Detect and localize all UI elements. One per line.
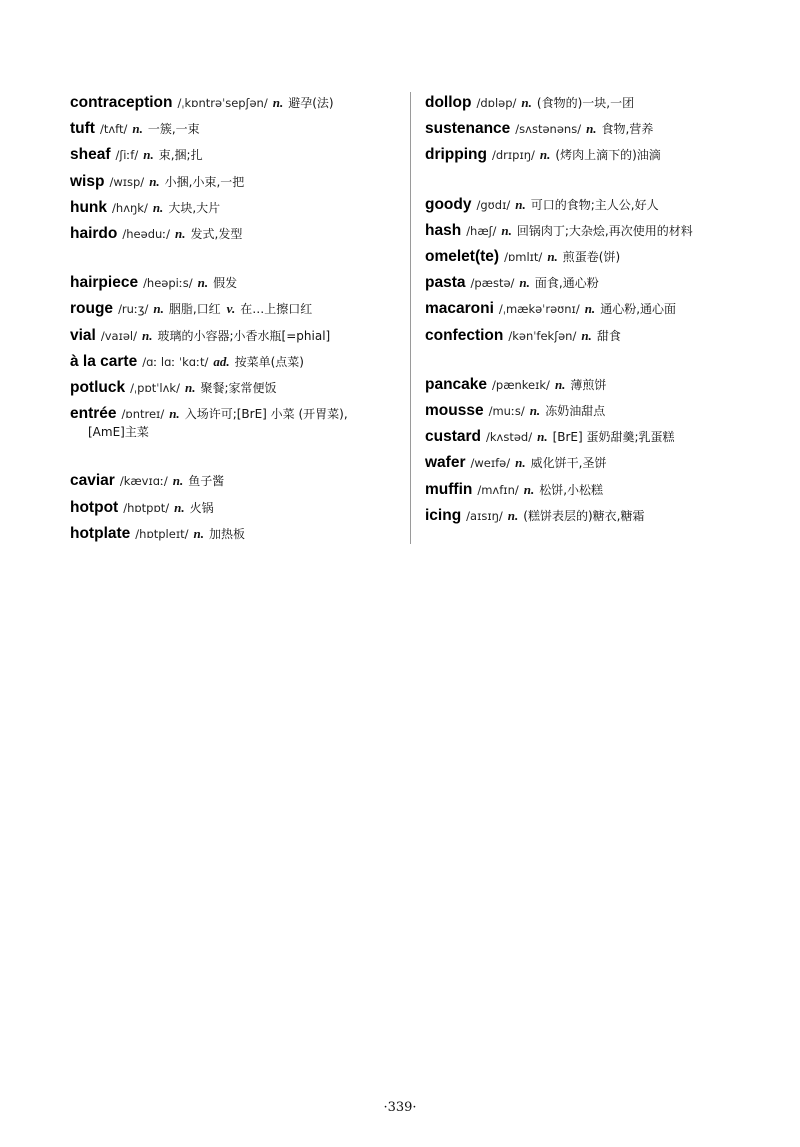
headword: entrée: [70, 405, 117, 423]
part-of-speech: n.: [175, 226, 186, 242]
definition: 面食,通心粉: [534, 276, 599, 291]
definition: 冻奶油甜点: [545, 404, 606, 419]
entry-a-la-carte: [70, 349, 400, 375]
part-of-speech: n.: [193, 525, 204, 541]
definition: (糕饼表层的)糖衣,糖霜: [523, 508, 645, 523]
headword: mousse: [425, 402, 484, 420]
definition: 按菜单(点菜): [234, 354, 304, 369]
phonetic: /muːs/: [488, 404, 525, 419]
phonetic: /tʌft/: [99, 122, 128, 137]
group-gap: [425, 349, 765, 372]
part-of-speech: n.: [584, 301, 596, 317]
part-of-speech: n.: [174, 499, 185, 515]
entry-confection: [425, 323, 765, 349]
part-of-speech: n.: [149, 173, 160, 189]
group-gap: [70, 445, 400, 468]
phonetic: /dɒləp/: [476, 96, 517, 110]
phonetic: /ʃiːf/: [115, 148, 139, 163]
headword: potluck: [70, 379, 126, 397]
part-of-speech: n.: [152, 199, 164, 215]
entry-sustenance: [425, 116, 765, 142]
headword: pancake: [425, 375, 488, 393]
definition: 甜食: [596, 328, 621, 343]
definition: 避孕(法): [288, 96, 334, 110]
part-of-speech: n.: [521, 95, 532, 110]
part-of-speech: n.: [132, 121, 143, 137]
part-of-speech: n.: [272, 95, 284, 110]
phonetic: /gʊdɪ/: [476, 197, 511, 212]
phonetic: /weɪfə/: [470, 456, 511, 471]
phonetic: /mʌfɪn/: [477, 482, 519, 497]
part-of-speech: ad.: [213, 353, 230, 369]
definition: 通心粉,通心面: [600, 302, 677, 317]
part-of-speech: n.: [515, 196, 526, 212]
phonetic: /ˌmækəˈrəʊnɪ/: [498, 302, 580, 317]
entry-rouge: [70, 296, 400, 322]
phonetic: /kʌstəd/: [486, 430, 533, 445]
headword: hunk: [70, 198, 108, 216]
part-of-speech: n.: [519, 275, 530, 291]
phonetic: /ɑː lɑː ˈkɑːt/: [142, 354, 209, 369]
definition: 入场许可;[BrE] 小菜 (开胃菜),: [184, 407, 348, 422]
headword: custard: [425, 428, 481, 446]
headword: vial: [70, 326, 96, 344]
definition: 玻璃的小容器;小香水瓶[=phial]: [157, 328, 331, 343]
entry-hunk: [70, 195, 400, 221]
definition: 薄煎饼: [570, 377, 607, 392]
entry-muffin: [425, 477, 765, 503]
headword: hairpiece: [70, 274, 139, 292]
part-of-speech: n.: [523, 481, 535, 497]
phonetic: /heəpiːs/: [143, 276, 193, 291]
definition-verb: 在…上擦口红: [240, 302, 313, 317]
phonetic: /hæʃ/: [466, 223, 497, 238]
phonetic: /heəduː/: [122, 227, 171, 242]
definition: 回锅肉丁;大杂烩,再次使用的材料: [516, 223, 693, 238]
definition: [BrE] 蛋奶甜羹;乳蛋糕: [552, 430, 675, 445]
page-number: ·339·: [383, 1100, 417, 1115]
entry-potluck: [70, 375, 400, 401]
phonetic: /ɒmlɪt/: [504, 250, 543, 265]
entry-mousse: [425, 398, 765, 424]
phonetic: /aɪsɪŋ/: [466, 508, 503, 523]
part-of-speech: n.: [507, 507, 519, 523]
headword: contraception: [70, 94, 173, 111]
right-column: [425, 90, 765, 529]
phonetic: /ˌkɒntrəˈsepʃən/: [177, 96, 268, 110]
headword: wafer: [425, 454, 466, 472]
phonetic: /pænkeɪk/: [492, 377, 550, 392]
part-of-speech: n.: [539, 147, 551, 163]
definition: 鱼子酱: [188, 474, 225, 489]
headword: sheaf: [70, 146, 111, 164]
part-of-speech: n.: [184, 380, 196, 396]
entry-hash: [425, 218, 765, 244]
entry-omelette: [425, 244, 765, 270]
group-gap: [70, 247, 400, 270]
headword: muffin: [425, 480, 473, 498]
part-of-speech: n.: [142, 327, 153, 343]
phonetic: /ˌpɒtˈlʌk/: [130, 381, 180, 396]
headword: goody: [425, 195, 472, 213]
phonetic: /drɪpɪŋ/: [492, 148, 535, 163]
definition: (食物的)一块,一团: [536, 96, 635, 110]
definition: 胭脂,口红: [168, 302, 221, 317]
entry-wisp: [70, 169, 400, 195]
headword: à la carte: [70, 352, 138, 370]
headword: hash: [425, 221, 462, 239]
phonetic: /ɒntreɪ/: [121, 407, 165, 422]
definition: 威化饼干,圣饼: [530, 456, 607, 471]
headword: caviar: [70, 472, 115, 490]
definition: 假发: [213, 276, 238, 291]
entry-contraception: [70, 90, 400, 116]
phonetic: /vaɪəl/: [100, 328, 138, 343]
definition: 大块,大片: [168, 200, 221, 215]
headword: hairdo: [70, 225, 118, 243]
definition: 聚餐;家常便饭: [200, 381, 277, 396]
definition: 小捆,小束,一把: [164, 174, 245, 189]
entry-pancake: [425, 372, 765, 398]
headword: tuft: [70, 120, 95, 138]
definition: 一簇,一束: [147, 122, 200, 137]
entry-hotpot: [70, 495, 400, 521]
entry-dollop: [425, 90, 765, 116]
entry-pasta: [425, 270, 765, 296]
headword: dripping: [425, 146, 487, 164]
left-column: [70, 90, 400, 547]
part-of-speech-verb: v.: [226, 301, 236, 317]
definition: 松饼,小松糕: [539, 482, 604, 497]
headword: hotpot: [70, 498, 119, 516]
entry-hairpiece: [70, 270, 400, 296]
headword: pasta: [425, 274, 466, 292]
headword: hotplate: [70, 524, 131, 542]
headword: rouge: [70, 300, 114, 318]
entry-tuft: [70, 116, 400, 142]
headword: wisp: [70, 172, 105, 190]
headword: macaroni: [425, 300, 494, 318]
headword: confection: [425, 326, 504, 344]
column-divider: [410, 92, 411, 544]
part-of-speech: n.: [197, 275, 209, 291]
definition: 火锅: [189, 500, 214, 515]
group-gap: [425, 169, 765, 192]
definition: 煎蛋卷(饼): [562, 250, 621, 265]
headword: icing: [425, 506, 462, 524]
phonetic: /hɒtpleɪt/: [135, 526, 189, 541]
headword: dollop: [425, 94, 472, 111]
entry-macaroni: [425, 296, 765, 322]
part-of-speech: n.: [581, 327, 592, 343]
definition: 食物,营养: [601, 122, 654, 137]
definition: (烤肉上滴下的)油滴: [555, 148, 661, 163]
phonetic: /pæstə/: [470, 276, 515, 291]
phonetic: /kənˈfekʃən/: [508, 328, 577, 343]
entry-hairdo: [70, 221, 400, 247]
phonetic: /kævɪɑː/: [119, 474, 168, 489]
part-of-speech: n.: [172, 473, 184, 489]
phonetic: /sʌstənəns/: [515, 122, 582, 137]
definition: 发式,发型: [190, 227, 243, 242]
entry-hotplate: [70, 521, 400, 547]
part-of-speech: n.: [537, 429, 548, 445]
part-of-speech: n.: [547, 249, 558, 265]
headword: sustenance: [425, 120, 511, 138]
entry-custard: [425, 424, 765, 450]
entry-goody: [425, 192, 765, 218]
part-of-speech: n.: [153, 301, 164, 317]
headword: omelet(te): [425, 248, 500, 266]
entry-sheaf: [70, 142, 400, 168]
phonetic: /wɪsp/: [109, 174, 145, 189]
part-of-speech: n.: [529, 403, 541, 419]
part-of-speech: n.: [554, 376, 566, 392]
phonetic: /ruːʒ/: [118, 302, 149, 317]
definition: 加热板: [208, 526, 245, 541]
entry-wafer: [425, 450, 765, 476]
entry-vial: [70, 323, 400, 349]
definition: 束,捆;扎: [158, 148, 203, 163]
part-of-speech: n.: [169, 406, 180, 422]
entry-caviar: [70, 468, 400, 494]
part-of-speech: n.: [501, 222, 512, 238]
part-of-speech: n.: [586, 121, 597, 137]
part-of-speech: n.: [515, 455, 526, 471]
part-of-speech: n.: [143, 147, 154, 163]
definition: 可口的食物;主人公,好人: [530, 197, 659, 212]
entry-dripping: [425, 142, 765, 168]
definition-continuation: [AmE]主菜: [88, 425, 149, 440]
phonetic: /hɒtpɒt/: [123, 500, 170, 515]
entry-icing: [425, 503, 765, 529]
phonetic: /hʌŋk/: [112, 200, 148, 215]
